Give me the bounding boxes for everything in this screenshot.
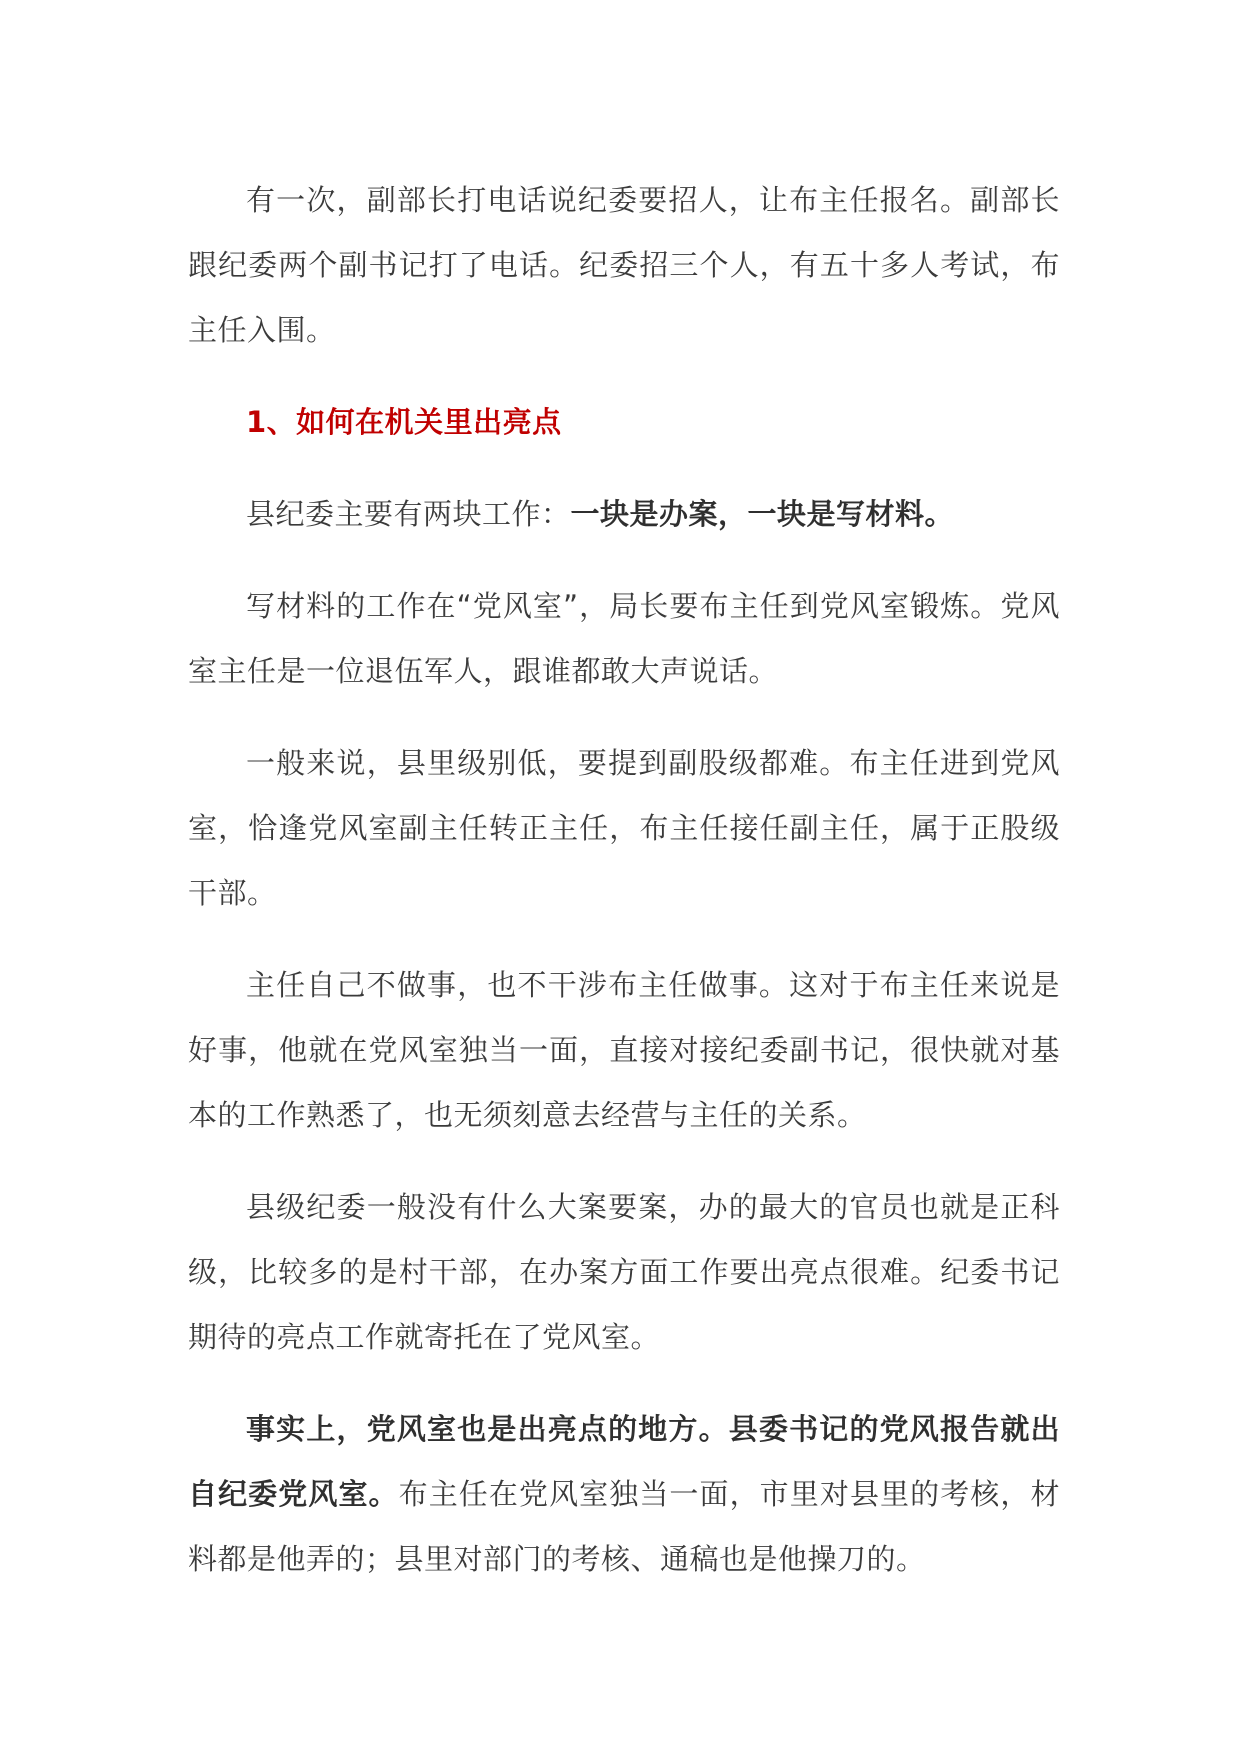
- section-heading: 1、如何在机关里出亮点: [246, 405, 562, 439]
- paragraph-6: 县级纪委一般没有什么大案要案，办的最大的官员也就是正科级，比较多的是村干部，在办案方面工作要出亮点很难。纪委书记期待的亮点工作就寄托在了党风室。: [188, 1190, 1060, 1354]
- paragraph-2-text: 县纪委主要有两块工作：: [246, 497, 571, 531]
- paragraph-4: 一般来说，县里级别低，要提到副股级都难。布主任进到党风室，恰逢党风室副主任转正主任，布主任接任副主任，属于正股级干部。: [188, 746, 1060, 910]
- paragraph-7: [188, 1397, 1060, 1592]
- paragraph-7-emphasis: 事实上，党风室也是出亮点的地方。县委书记的党风报告就出自纪委党风室。: [188, 1412, 1060, 1511]
- paragraph-7-text: 布主任在党风室独当一面，市里对县里的考核，材料都是他弄的；县里对部门的考核、通稿也是他操刀的。: [188, 1477, 1060, 1576]
- paragraph-5: 主任自己不做事，也不干涉布主任做事。这对于布主任来说是好事，他就在党风室独当一面，直接对接纪委副书记，很快就对基本的工作熟悉了，也无须刻意去经营与主任的关系。: [188, 968, 1060, 1132]
- paragraph-1: 有一次，副部长打电话说纪委要招人，让布主任报名。副部长跟纪委两个副书记打了电话。纪委招三个人，有五十多人考试，布主任入围。: [188, 183, 1060, 347]
- paragraph-2-emphasis: 一块是办案，一块是写材料。: [570, 497, 955, 531]
- paragraph-3: 写材料的工作在“党风室”，局长要布主任到党风室锻炼。党风室主任是一位退伍军人，跟谁都敢大声说话。: [188, 589, 1060, 688]
- document-page: [188, 168, 1060, 1619]
- paragraph-2: [188, 482, 1060, 547]
